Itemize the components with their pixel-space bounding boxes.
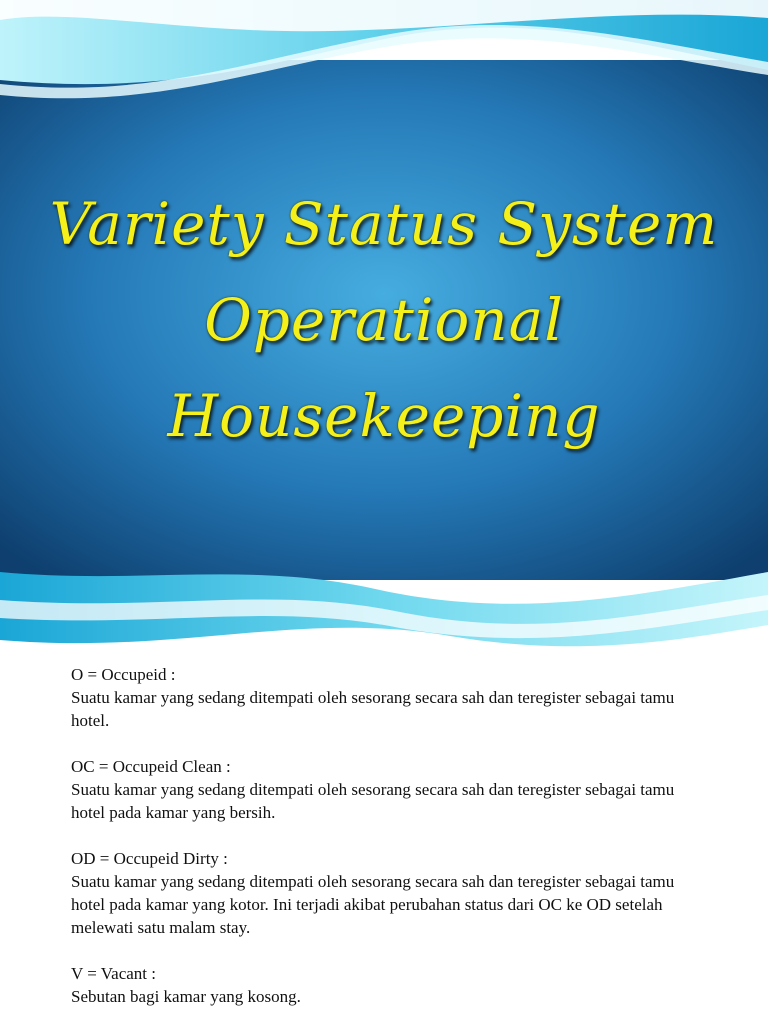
- list-item: [71, 962, 711, 1008]
- entry-description: Suatu kamar yang sedang ditempati oleh sesorang secara sah dan teregister sebagai tamu hotel pada kamar yang bersih.: [71, 780, 675, 822]
- entry-term: O = Occupeid :: [71, 665, 176, 684]
- entry-description: Suatu kamar yang sedang ditempati oleh sesorang secara sah dan teregister sebagai tamu hotel.: [71, 688, 675, 730]
- entry-term: V = Vacant :: [71, 964, 156, 983]
- list-item: [71, 847, 711, 939]
- definitions-slide: [0, 660, 768, 1024]
- list-item: [71, 663, 711, 732]
- title-line-1: Variety Status System: [49, 190, 719, 258]
- definitions-list: [71, 663, 711, 1031]
- slide-title: [0, 176, 768, 464]
- entry-description: Sebutan bagi kamar yang kosong.: [71, 987, 301, 1006]
- entry-description: Suatu kamar yang sedang ditempati oleh sesorang secara sah dan teregister sebagai tamu hotel pada kamar yang kotor. Ini terjadi akibat perubahan status dari OC ke OD setelah melewati satu malam stay.: [71, 872, 675, 937]
- title-line-2: Operational: [204, 286, 564, 354]
- entry-term: OC = Occupeid Clean :: [71, 757, 231, 776]
- entry-term: OD = Occupeid Dirty :: [71, 849, 228, 868]
- list-item: [71, 755, 711, 824]
- title-line-3: Housekeeping: [167, 382, 601, 450]
